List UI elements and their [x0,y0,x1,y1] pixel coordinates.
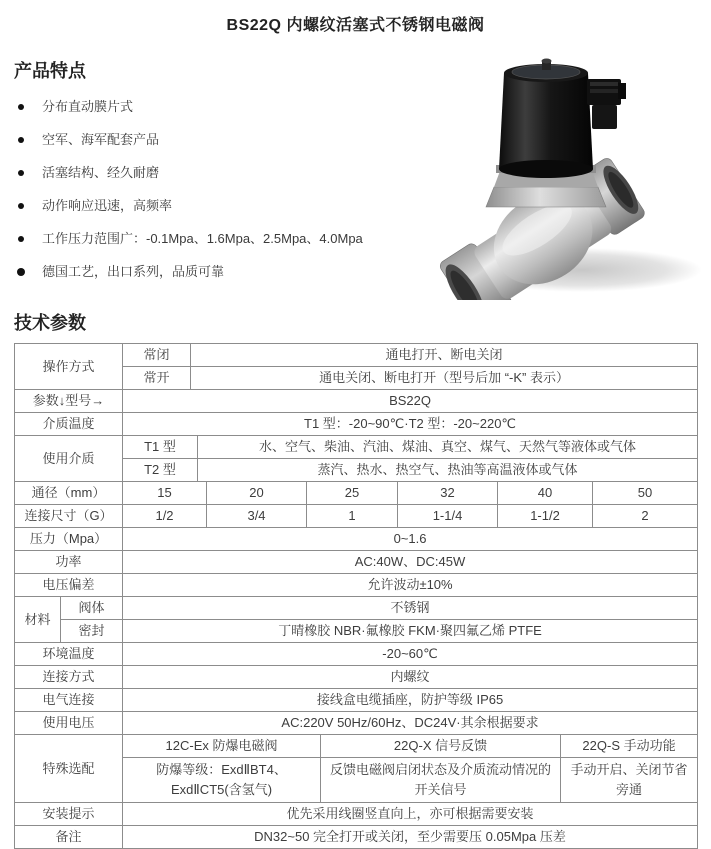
solenoid-valve-product-image [430,55,711,300]
cell-label: 使用介质 [15,436,123,482]
cell-value: T1 型：-20~90℃·T2 型：-20~220℃ [123,413,698,436]
row-operating-voltage [15,712,698,735]
feature-item [0,130,430,163]
bullet-icon [18,236,24,242]
cell-value: 32 [398,482,498,505]
row-operation-mode-nc [15,344,698,367]
row-pressure [15,528,698,551]
cell-option-detail: 手动开启、关闭节省旁通 [561,758,698,803]
row-electrical-connection [15,689,698,712]
feature-text: 动作响应迅速，高频率 [42,198,173,213]
bullet-icon [17,268,25,276]
cell-option-header: 12C-Ex 防爆电磁阀 [123,735,321,758]
cell-option-detail: 反馈电磁阀启闭状态及介质流动情况的开关信号 [321,758,561,803]
bullet-icon [18,104,24,110]
cell-option-header: 22Q-S 手动功能 [561,735,698,758]
cell-option-detail: 防爆等级：ExdⅡBT4、ExdⅡCT5(含氢气) [123,758,321,803]
cell-subkey: 常闭 [123,344,191,367]
cell-value: 蒸汽、热水、热空气、热油等高温液体或气体 [198,459,698,482]
feature-item [0,163,430,196]
cell-value: 15 [123,482,207,505]
cell-label: 介质温度 [15,413,123,436]
row-voltage-deviation [15,574,698,597]
row-special-options-header [15,735,698,758]
specs-heading: 技术参数 [14,313,86,333]
cell-value: 允许波动±10% [123,574,698,597]
cell-label: 连接尺寸（G） [15,505,123,528]
cell-value: 水、空气、柴油、汽油、煤油、真空、煤气、天然气等液体或气体 [198,436,698,459]
cell-value: 1-1/4 [398,505,498,528]
cell-value: 内螺纹 [123,666,698,689]
row-power [15,551,698,574]
cell-subkey: T2 型 [123,459,198,482]
row-remarks [15,826,698,849]
feature-item [0,229,430,262]
cell-value: 1-1/2 [498,505,593,528]
cell-value: 40 [498,482,593,505]
row-model [15,390,698,413]
cell-label: 连接方式 [15,666,123,689]
cell-value: DN32~50 完全打开或关闭，至少需要压 0.05Mpa 压差 [123,826,698,849]
feature-item [0,196,430,229]
cell-label: 压力（Mpa） [15,528,123,551]
solenoid-coil [499,59,593,179]
cell-subkey: 常开 [123,367,191,390]
cell-label: 安装提示 [15,803,123,826]
page-title: BS22Q 内螺纹活塞式不锈钢电磁阀 [226,17,485,34]
cell-label: 操作方式 [15,344,123,390]
cell-label: 使用电压 [15,712,123,735]
row-installation-tip [15,803,698,826]
cell-label: 通径（mm） [15,482,123,505]
cell-value: 通电关闭、断电打开（型号后加 “-K” 表示） [191,367,698,390]
feature-text: 德国工艺，出口系列，品质可靠 [42,264,225,279]
row-material-seal [15,620,698,643]
coil-connector [587,79,626,129]
cell-value: 接线盒电缆插座，防护等级 IP65 [123,689,698,712]
spec-table [14,343,698,849]
cell-label: 参数↓型号→ [15,390,123,413]
cell-label: 特殊选配 [15,735,123,803]
cell-label: 备注 [15,826,123,849]
features-heading: 产品特点 [14,61,86,81]
cell-subkey: T1 型 [123,436,198,459]
cell-value: 1 [307,505,398,528]
cell-value: 0~1.6 [123,528,698,551]
cell-value: 不锈钢 [123,597,698,620]
cell-value: 优先采用线圈竖直向上，亦可根据需要安装 [123,803,698,826]
row-material-body [15,597,698,620]
bullet-icon [18,203,24,209]
bullet-icon [18,170,24,176]
row-medium-t1 [15,436,698,459]
row-connection-type [15,666,698,689]
cell-value: 1/2 [123,505,207,528]
row-ambient-temperature [15,643,698,666]
cell-value: AC:40W、DC:45W [123,551,698,574]
bullet-icon [18,137,24,143]
cell-label: 材料 [15,597,61,643]
feature-item [0,97,430,130]
cell-option-header: 22Q-X 信号反馈 [321,735,561,758]
features-list [0,97,430,295]
cell-subkey: 阀体 [61,597,123,620]
cell-value: 25 [307,482,398,505]
row-diameter [15,482,698,505]
cell-value: -20~60℃ [123,643,698,666]
cell-value: BS22Q [123,390,698,413]
row-medium-temperature [15,413,698,436]
cell-value: 3/4 [207,505,307,528]
cell-value: 通电打开、断电关闭 [191,344,698,367]
cell-value: AC:220V 50Hz/60Hz、DC24V·其余根据要求 [123,712,698,735]
cell-value: 50 [593,482,698,505]
cell-label: 电气连接 [15,689,123,712]
cell-subkey: 密封 [61,620,123,643]
cell-label: 功率 [15,551,123,574]
cell-value: 丁晴橡胶 NBR·氟橡胶 FKM·聚四氟乙烯 PTFE [123,620,698,643]
feature-text: 工作压力范围广：-0.1Mpa、1.6Mpa、2.5Mpa、4.0Mpa [42,231,363,246]
row-connection-size [15,505,698,528]
cell-label: 环境温度 [15,643,123,666]
cell-value: 20 [207,482,307,505]
feature-text: 活塞结构、经久耐磨 [42,165,160,180]
feature-text: 分布直动膜片式 [42,99,134,114]
cell-label: 电压偏差 [15,574,123,597]
feature-text: 空军、海军配套产品 [42,132,160,147]
cell-value: 2 [593,505,698,528]
feature-item [0,262,430,295]
